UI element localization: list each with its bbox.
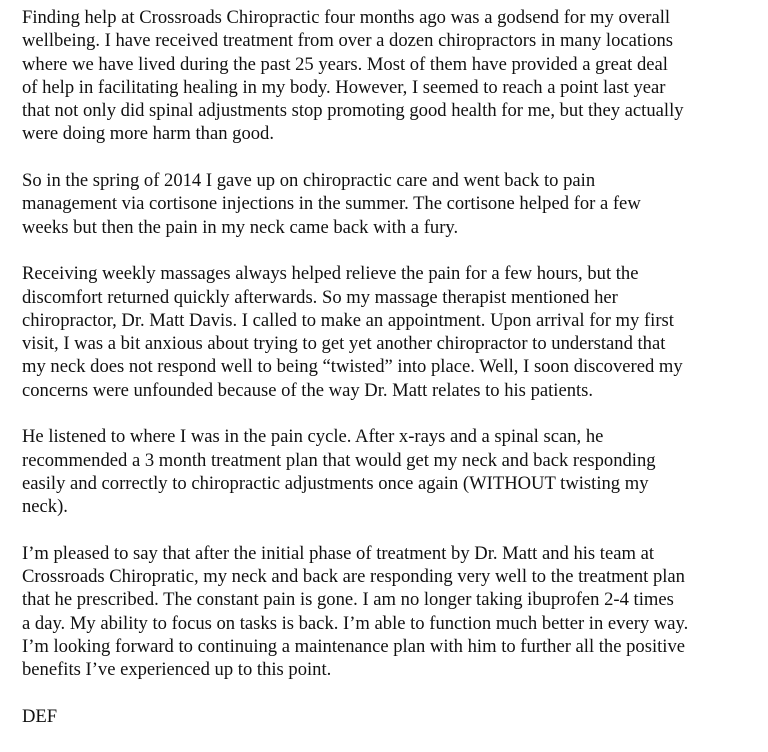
text-line: were doing more harm than good. bbox=[22, 123, 274, 145]
text-line: weeks but then the pain in my neck came back with a fury. bbox=[22, 216, 459, 238]
text-line: He listened to where I was in the pain cycle. After x-rays and a spinal scan, he bbox=[22, 426, 604, 448]
text-line: chiropractor, Dr. Matt Davis. I called to make an appointment. Upon arrival for my first bbox=[22, 309, 674, 331]
text-line: Receiving weekly massages always helped relieve the pain for a few hours, but the bbox=[22, 263, 639, 285]
text-line: Finding help at Crossroads Chiropractic four months ago was a godsend for my overall bbox=[22, 7, 671, 28]
paragraph-3 bbox=[22, 262, 757, 402]
text-line: benefits I’ve experienced up to this point. bbox=[22, 659, 332, 681]
text-line: visit, I was a bit anxious about trying to get yet another chiropractor to understand that bbox=[22, 333, 666, 355]
paragraph-2 bbox=[22, 169, 757, 239]
testimonial-letter bbox=[22, 6, 757, 752]
text-line: So in the spring of 2014 I gave up on chiropractic care and went back to pain bbox=[22, 170, 596, 192]
text-line: wellbeing. I have received treatment from over a dozen chiropractors in many locations bbox=[22, 30, 674, 52]
text-line: a day. My ability to focus on tasks is back. I’m able to function much better in every way. bbox=[22, 612, 689, 634]
signature: DEF bbox=[22, 705, 58, 727]
paragraph-5 bbox=[22, 542, 757, 682]
text-line: discomfort returned quickly afterwards. So my massage therapist mentioned her bbox=[22, 286, 618, 308]
text-line: recommended a 3 month treatment plan that would get my neck and back responding bbox=[22, 449, 656, 471]
text-line: of help in facilitating healing in my body. However, I seemed to reach a point last year bbox=[22, 76, 666, 98]
paragraph-1 bbox=[22, 6, 757, 146]
text-line: I’m pleased to say that after the initial phase of treatment by Dr. Matt and his team at bbox=[22, 542, 654, 564]
text-line: that he prescribed. The constant pain is gone. I am no longer taking ibuprofen 2-4 times bbox=[22, 589, 674, 611]
text-line: easily and correctly to chiropractic adjustments once again (WITHOUT twisting my bbox=[22, 472, 649, 494]
text-line: neck). bbox=[22, 496, 68, 518]
paragraph-4 bbox=[22, 425, 757, 518]
text-line: where we have lived during the past 25 years. Most of them have provided a great deal bbox=[22, 53, 668, 75]
text-line: I’m looking forward to continuing a maintenance plan with him to further all the positive bbox=[22, 636, 686, 658]
text-line: concerns were unfounded because of the way Dr. Matt relates to his patients. bbox=[22, 379, 594, 401]
text-line: that not only did spinal adjustments stop promoting good health for me, but they actually bbox=[22, 100, 684, 122]
text-line: management via cortisone injections in the summer. The cortisone helped for a few bbox=[22, 193, 641, 215]
text-line: my neck does not respond well to being “twisted” into place. Well, I soon discovered my bbox=[22, 356, 683, 378]
text-line: Crossroads Chiropratic, my neck and back are responding very well to the treatment plan bbox=[22, 566, 685, 588]
